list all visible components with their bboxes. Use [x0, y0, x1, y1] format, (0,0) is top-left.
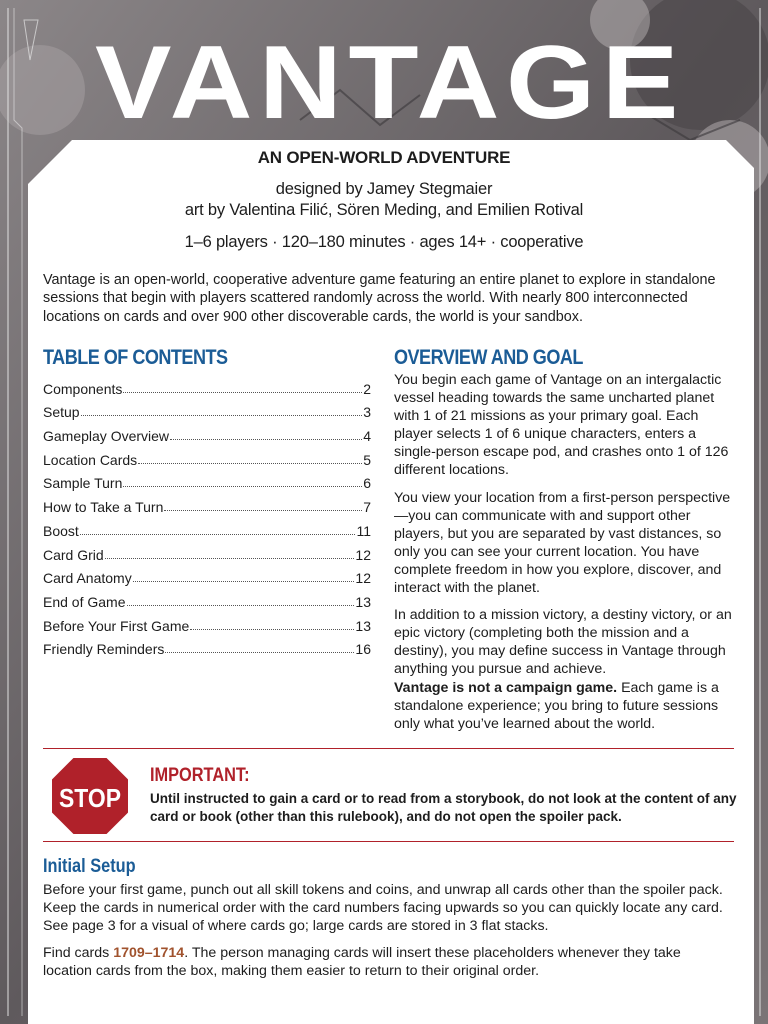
important-top-rule — [43, 748, 734, 749]
toc-label: How to Take a Turn — [43, 499, 164, 516]
toc-page-number: 12 — [355, 570, 371, 587]
toc-row[interactable] — [43, 539, 371, 563]
toc-page-number: 12 — [355, 546, 371, 563]
overview-paragraph-3: In addition to a mission victory, a destiny victory, or an epic victory (completing both the mission and a destiny), you may define success in Vantage through anything you pursue and achieve. — [394, 607, 732, 678]
toc-label: End of Game — [43, 593, 126, 610]
intro-paragraph: Vantage is an open-world, cooperative adventure game featuring an entire planet to explore in standalone sessions that begin with players scattered randomly across the world. With nearly 800 interconnected locations on cards and over 900 other discoverable cards, the world is your sandbox. — [43, 272, 716, 325]
toc-page-number: 13 — [355, 593, 371, 610]
overview-section — [394, 371, 734, 733]
setup-section — [43, 881, 733, 988]
toc-heading: TABLE OF CONTENTS — [43, 346, 228, 369]
toc-dot-leader — [80, 534, 356, 535]
setup-p2-pre: Find cards — [43, 944, 114, 961]
toc-dot-leader — [170, 439, 362, 440]
toc-dot-leader — [123, 486, 362, 487]
important-text: Until instructed to gain a card or to read from a storybook, do not look at the content of any card or book (other than this rulebook), and do not open the spoiler pack. — [150, 791, 737, 824]
toc-label: Location Cards — [43, 451, 138, 468]
game-specs: 1–6 players · 120–180 minutes · ages 14+ · cooperative — [184, 233, 584, 251]
toc-page-number: 6 — [363, 475, 371, 492]
setup-p2-post: . The person managing cards will insert these placeholders whenever they take location cards from the box, making them easier to return to their original order. — [43, 944, 681, 979]
svg-text:VANTAGE: VANTAGE — [95, 30, 685, 130]
toc-dot-leader — [133, 581, 355, 582]
credits — [0, 179, 768, 221]
campaign-note-bold: Vantage is not a campaign game. — [394, 679, 618, 696]
toc-page-number: 11 — [356, 522, 371, 539]
toc-label: Friendly Reminders — [43, 641, 165, 658]
toc-row[interactable] — [43, 563, 371, 587]
setup-heading: Initial Setup — [43, 856, 136, 877]
toc-page-number: 7 — [363, 499, 371, 516]
toc-label: Card Anatomy — [43, 570, 132, 587]
toc-page-number: 3 — [363, 404, 371, 421]
overview-heading: OVERVIEW AND GOAL — [394, 346, 583, 369]
overview-paragraph-1: You begin each game of Vantage on an intergalactic vessel heading towards the same uncharted planet with 1 of 21 missions as your primary goal. Each player selects 1 of 6 unique characters, enters a single-person escape pod, and crashes onto 1 of 126 different locations. — [394, 372, 729, 479]
table-of-contents — [43, 373, 371, 657]
toc-dot-leader — [164, 510, 362, 511]
toc-label: Components — [43, 380, 123, 397]
toc-row[interactable] — [43, 373, 371, 397]
toc-row[interactable] — [43, 444, 371, 468]
toc-page-number: 13 — [355, 617, 371, 634]
toc-dot-leader — [81, 415, 363, 416]
toc-page-number: 2 — [363, 380, 371, 397]
toc-dot-leader — [123, 392, 362, 393]
toc-label: Before Your First Game — [43, 617, 190, 634]
toc-row[interactable] — [43, 420, 371, 444]
setup-paragraph-1: Before your first game, punch out all skill tokens and coins, and unwrap all cards other than the spoiler pack. Keep the cards in numerical order with the card numbers facing upwards so you can quickly locate any card. See page 3 for a visual of where cards go; large cards are stored in 3 flat stacks. — [43, 882, 723, 935]
svg-text:STOP: STOP — [59, 783, 121, 813]
important-bottom-rule — [43, 841, 734, 842]
toc-row[interactable] — [43, 634, 371, 658]
art-credit: art by Valentina Filić, Sören Meding, and Emilien Rotival — [184, 201, 584, 219]
toc-row[interactable] — [43, 515, 371, 539]
card-range-reference: 1709–1714 — [113, 944, 185, 961]
toc-label: Setup — [43, 404, 80, 421]
toc-dot-leader — [105, 558, 355, 559]
toc-dot-leader — [190, 629, 354, 630]
toc-row[interactable] — [43, 468, 371, 492]
tagline: AN OPEN-WORLD ADVENTURE — [257, 148, 511, 167]
toc-label: Sample Turn — [43, 475, 123, 492]
overview-paragraph-2: You view your location from a first-person perspective—you can communicate with and support other players, but you are separated by vast distances, so only you can see your current location. You have complete freedom in how you explore, discover, and interact with the planet. — [394, 489, 731, 597]
setup-paragraph-2 — [43, 944, 733, 980]
toc-row[interactable] — [43, 491, 371, 515]
toc-row[interactable] — [43, 586, 371, 610]
designer-credit: designed by Jamey Stegmaier — [275, 180, 493, 198]
toc-label: Card Grid — [43, 546, 104, 563]
toc-page-number: 5 — [363, 451, 371, 468]
toc-label: Gameplay Overview — [43, 428, 170, 445]
toc-dot-leader — [138, 463, 362, 464]
toc-dot-leader — [165, 652, 354, 653]
important-heading: IMPORTANT: — [150, 765, 250, 786]
toc-page-number: 4 — [363, 428, 371, 445]
toc-label: Boost — [43, 522, 79, 539]
toc-row[interactable] — [43, 610, 371, 634]
stop-sign-icon — [49, 755, 131, 837]
campaign-note-text: Each game is a standalone experience; you bring to future sessions only what you’ve learned about the world. — [394, 679, 719, 732]
toc-row[interactable] — [43, 397, 371, 421]
toc-page-number: 16 — [355, 641, 371, 658]
overview-paragraph-4 — [394, 679, 734, 733]
toc-dot-leader — [127, 605, 355, 606]
